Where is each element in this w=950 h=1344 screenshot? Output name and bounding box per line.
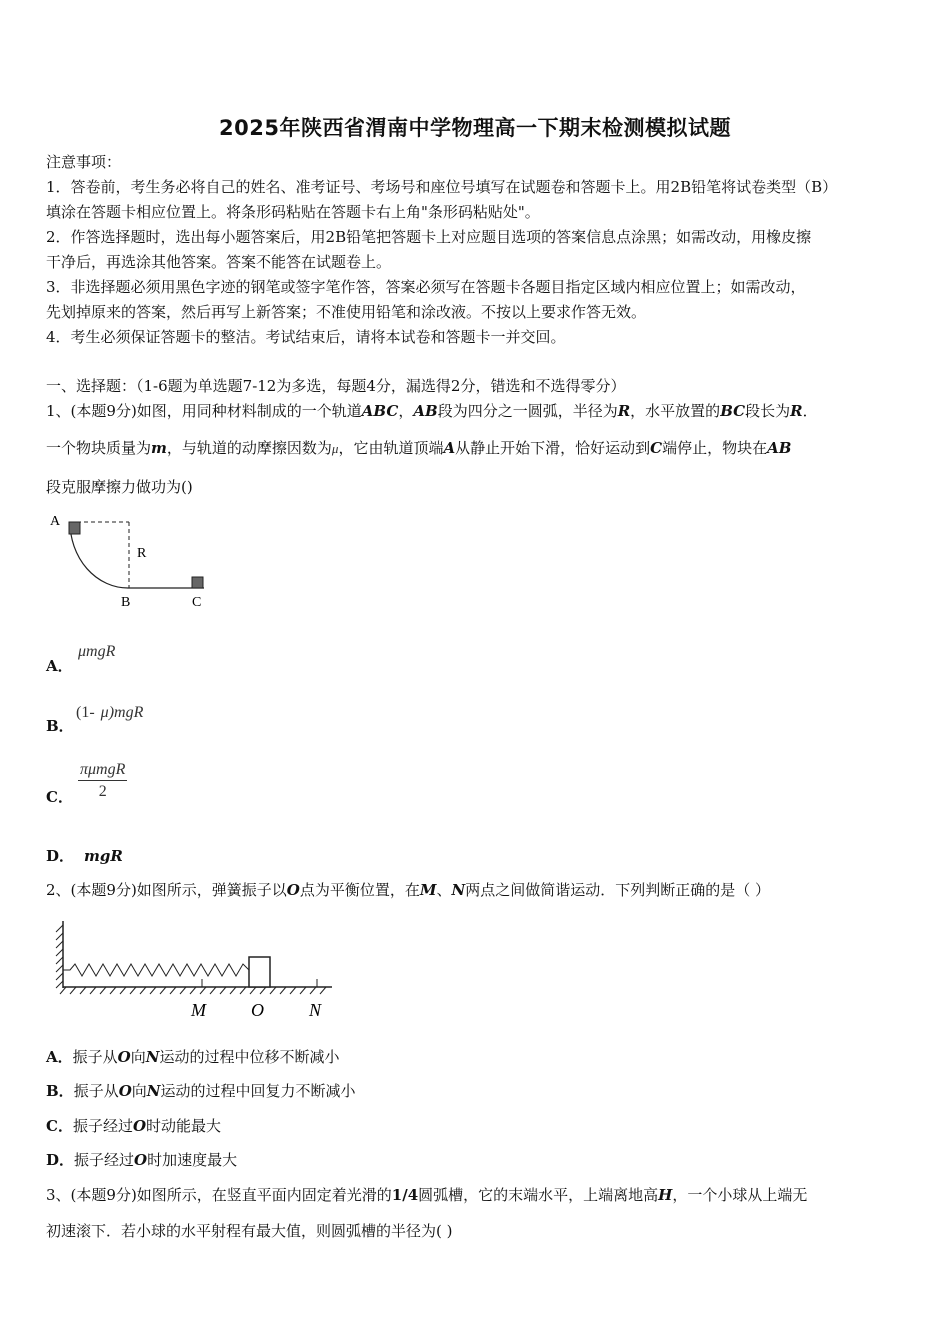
notice-line: 3．非选择题必须用黑色字迹的钢笔或签字笔作答，答案必须写在答题卡各题目指定区域内相应位置上；如需改动， <box>46 278 806 296</box>
page-title: 2025年陕西省渭南中学物理高一下期末检测模拟试题 <box>219 116 731 140</box>
label-n: N <box>309 1000 322 1020</box>
notice-heading: 注意事项： <box>46 153 122 171</box>
q2-option-a[interactable]: A．振子从O向N运动的过程中位移不断减小 <box>46 1048 340 1066</box>
notice-line: 填涂在答题卡相应位置上。将条形码粘贴在答题卡右上角"条形码粘贴处"。 <box>46 203 540 221</box>
floor-hatching <box>60 987 326 994</box>
notice-line: 1．答卷前，考生务必将自己的姓名、准考证号、考场号和座位号填写在试题卷和答题卡上。用2B铅笔将试卷类型（B） <box>46 178 838 196</box>
q1-option-d[interactable]: D． mgR <box>46 847 123 865</box>
label-m: M <box>191 1000 206 1020</box>
q1-option-b-expr: (1- μ)mgR <box>76 704 144 721</box>
notice-line: 4．考生必须保证答题卡的整洁。考试结束后，请将本试卷和答题卡一并交回。 <box>46 328 566 346</box>
q2-option-b[interactable]: B．振子从O向N运动的过程中回复力不断减小 <box>46 1082 356 1100</box>
q1-track-figure <box>46 508 216 614</box>
section-heading: 一、选择题：（1-6题为单选题7-12为多选，每题4分，漏选得2分，错选和不选得零分） <box>46 377 626 395</box>
q1-option-a-expr: μmgR <box>78 643 116 660</box>
spring <box>63 964 249 976</box>
notice-line: 先划掉原来的答案，然后再写上新答案；不准使用铅笔和涂改液。不按以上要求作答无效。 <box>46 303 647 321</box>
q1-stem-line2: 一个物块质量为m，与轨道的动摩擦因数为μ，它由轨道顶端A从静止开始下滑，恰好运动到C端停止，物块在AB <box>46 439 792 457</box>
q3-stem-line1: 3、(本题9分)如图所示，在竖直平面内固定着光滑的1/4圆弧槽，它的末端水平，上端离地高H，一个小球从上端无 <box>46 1186 808 1204</box>
q1-option-a[interactable]: A． <box>46 657 73 675</box>
label-b: B <box>121 595 131 610</box>
block-c <box>192 577 203 588</box>
block-a <box>69 522 80 534</box>
label-c: C <box>192 595 202 610</box>
q2-spring-figure <box>50 915 340 1025</box>
q3-stem-line2: 初速滚下．若小球的水平射程有最大值，则圆弧槽的半径为( ) <box>46 1222 453 1240</box>
q1-option-c[interactable]: C． <box>46 788 73 806</box>
q2-stem: 2、(本题9分)如图所示，弹簧振子以O点为平衡位置，在M、N两点之间做简谐运动．下列判断正确的是（ ） <box>46 881 771 899</box>
q1-option-b[interactable]: B． <box>46 717 74 735</box>
notice-line: 2．作答选择题时，选出每小题答案后，用2B铅笔把答题卡上对应题目选项的答案信息点涂黑；如需改动，用橡皮擦 <box>46 228 812 246</box>
label-a: A <box>50 514 61 529</box>
q1-option-c-expr: $\frac{\text{πμmgR}}{2}$ <box>80 761 126 800</box>
q1-stem-line1: 1、(本题9分)如图，用同种材料制成的一个轨道ABC，AB段为四分之一圆弧，半径为R，水平放置的BC段长为R． <box>46 402 818 420</box>
q1-stem-line3: 段克服摩擦力做功为() <box>46 478 193 496</box>
q2-option-d[interactable]: D．振子经过O时加速度最大 <box>46 1151 238 1169</box>
label-o: O <box>251 1000 264 1020</box>
label-r: R <box>137 546 147 561</box>
oscillator-block <box>249 957 270 987</box>
wall-hatching <box>56 925 63 988</box>
notice-line: 干净后，再选涂其他答案。答案不能答在试题卷上。 <box>46 253 392 271</box>
q2-option-c[interactable]: C．振子经过O时动能最大 <box>46 1117 222 1135</box>
